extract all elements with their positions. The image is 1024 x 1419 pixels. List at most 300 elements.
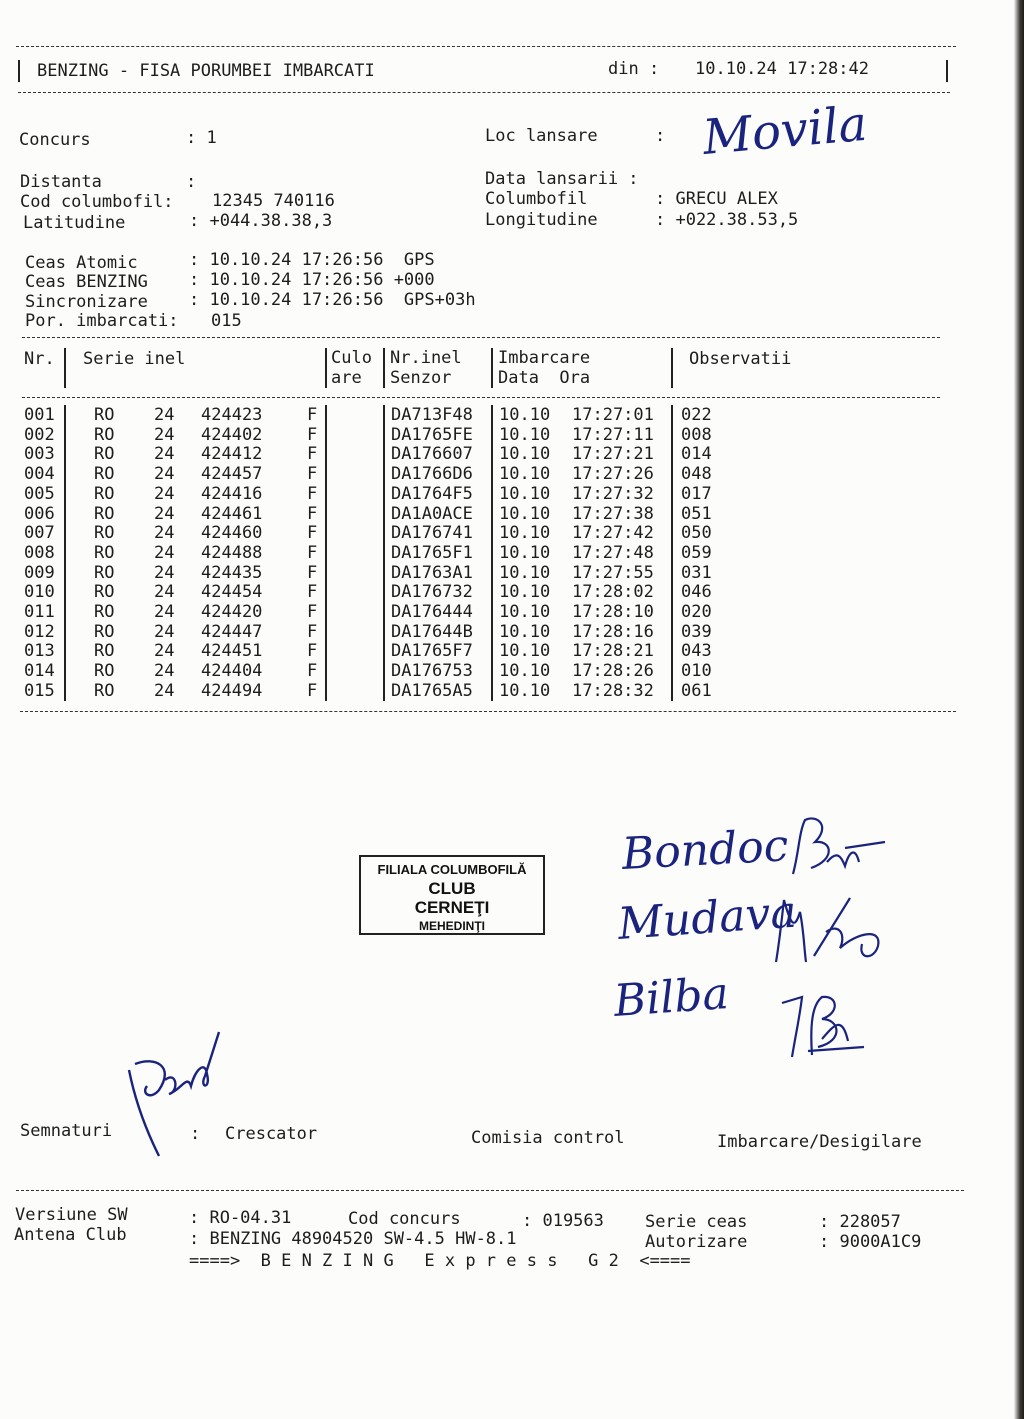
longitudine-label: Longitudine [485,210,598,230]
row-separator [491,464,493,484]
cell-tara: RO [94,424,115,445]
row-separator [383,484,385,504]
din-value: 10.10.24 17:28:42 [695,59,869,79]
row-separator [671,504,673,524]
cell-nr: 007 [24,523,55,544]
cell-ora: 17:28:32 [572,680,654,701]
cell-obs: 039 [681,621,712,642]
cell-sex: F [307,582,318,603]
stamp-line-1: FILIALA COLUMBOFILĂ [377,862,527,877]
cell-data: 10.10 [499,464,551,485]
col-imbarcare-header-2: Data Ora [498,368,591,388]
cell-data: 10.10 [499,444,551,465]
row-separator [491,444,493,464]
row-separator [325,464,327,484]
cell-sex: F [307,503,318,524]
sincronizare-label: Sincronizare [25,292,148,312]
table-row [0,582,960,602]
versiune-sw-value: : RO-04.31 [189,1208,292,1228]
row-separator [64,641,66,661]
concurs-value: : 1 [186,128,217,148]
data-lansarii-label: Data lansarii : [485,169,639,189]
divider-table-header [22,397,940,398]
table-row [0,602,960,622]
cell-an: 24 [154,621,175,642]
ceas-benzing-label: Ceas BENZING [25,272,148,292]
table-row [0,484,960,504]
header-left-bar [18,60,20,82]
cell-senzor: DA1764F5 [391,483,473,504]
cell-senzor: DA176753 [391,661,473,682]
cell-senzor: DA176444 [391,602,473,622]
row-separator [671,444,673,464]
distanta-label: Distanta [20,172,102,192]
crescator-signature [115,1030,235,1160]
row-separator [671,523,673,543]
cell-senzor: DA1765F7 [391,641,473,662]
cell-sex: F [307,542,318,563]
cell-senzor: DA1765F1 [391,542,473,563]
row-separator [383,444,385,464]
cell-an: 24 [154,424,175,445]
cell-an: 24 [154,523,175,544]
row-separator [383,425,385,445]
cell-sex: F [307,483,318,504]
cell-inel: 424420 [201,602,263,622]
antena-club-label: Antena Club [14,1225,127,1245]
row-separator [64,444,66,464]
row-separator [383,543,385,563]
cell-tara: RO [94,680,115,701]
serie-ceas-label: Serie ceas [645,1212,748,1232]
row-separator [383,602,385,622]
cell-tara: RO [94,602,115,622]
row-separator [671,563,673,583]
row-separator [491,425,493,445]
cell-nr: 009 [24,562,55,583]
row-separator [383,405,385,425]
col-sep-5 [671,348,673,388]
handwritten-signature-2 [770,892,900,972]
table-row [0,661,960,681]
col-nrinel-header-1: Nr.inel [390,348,462,368]
col-culoare-header-1: Culo [331,348,372,368]
row-separator [325,681,327,701]
row-separator [671,543,673,563]
ceas-atomic-label: Ceas Atomic [25,253,138,273]
cell-inel: 424416 [201,483,263,504]
cell-tara: RO [94,542,115,563]
table-row [0,543,960,563]
row-separator [383,681,385,701]
row-separator [671,582,673,602]
cell-data: 10.10 [499,680,551,701]
row-separator [64,425,66,445]
cell-tara: RO [94,444,115,465]
table-row [0,681,960,701]
cell-nr: 006 [24,503,55,524]
row-separator [671,681,673,701]
header-right-bar [946,60,948,82]
cell-sex: F [307,661,318,682]
cell-nr: 013 [24,641,55,662]
table-row [0,504,960,524]
cell-ora: 17:28:16 [572,621,654,642]
row-separator [64,484,66,504]
table-row [0,444,960,464]
cell-tara: RO [94,641,115,662]
cell-obs: 014 [681,444,712,465]
cell-sex: F [307,424,318,445]
cell-data: 10.10 [499,405,551,425]
col-culoare-header-2: are [331,368,362,388]
cell-data: 10.10 [499,602,551,622]
cell-senzor: DA1A0ACE [391,503,473,524]
cell-nr: 012 [24,621,55,642]
sincronizare-value: : 10.10.24 17:26:56 GPS+03h [189,290,476,310]
row-separator [671,661,673,681]
cell-tara: RO [94,503,115,524]
cell-senzor: DA176741 [391,523,473,544]
row-separator [325,563,327,583]
cell-data: 10.10 [499,424,551,445]
cell-tara: RO [94,523,115,544]
cell-nr: 011 [24,602,55,622]
handwritten-signature-3 [778,985,878,1075]
cell-obs: 059 [681,542,712,563]
row-separator [325,641,327,661]
row-separator [671,405,673,425]
cod-concurs-label: Cod concurs [348,1209,461,1229]
benzing-banner: ====> B E N Z I N G E x p r e s s G 2 <==== [189,1251,691,1271]
por-imbarcati-value: 015 [211,311,242,331]
col-nrinel-header-2: Senzor [390,368,452,388]
cell-data: 10.10 [499,542,551,563]
cell-ora: 17:28:26 [572,661,654,682]
cell-sex: F [307,464,318,485]
ceas-benzing-value: : 10.10.24 17:26:56 +000 [189,270,435,290]
cell-data: 10.10 [499,582,551,603]
cell-inel: 424488 [201,542,263,563]
row-separator [491,602,493,622]
cell-obs: 031 [681,562,712,583]
cell-senzor: DA176607 [391,444,473,465]
cell-obs: 043 [681,641,712,662]
comisia-control-label: Comisia control [471,1128,625,1148]
cell-nr: 014 [24,661,55,682]
cell-senzor: DA713F48 [391,405,473,425]
cell-ora: 17:27:32 [572,483,654,504]
cell-tara: RO [94,405,115,425]
row-separator [325,523,327,543]
row-separator [671,425,673,445]
row-separator [325,504,327,524]
cell-an: 24 [154,405,175,425]
loc-lansare-handwritten: Movila [700,95,870,166]
loc-lansare-label: Loc lansare [485,126,598,146]
table-row [0,425,960,445]
cell-senzor: DA1765FE [391,424,473,445]
cell-ora: 17:28:10 [572,602,654,622]
row-separator [64,602,66,622]
cell-data: 10.10 [499,503,551,524]
cell-sex: F [307,602,318,622]
cell-nr: 010 [24,582,55,603]
row-separator [64,504,66,524]
concurs-label: Concurs [19,130,91,150]
handwritten-name-3: Bilba [612,968,731,1027]
longitudine-value: : +022.38.53,5 [655,210,799,230]
divider-top [16,46,956,47]
row-separator [491,622,493,642]
row-separator [491,661,493,681]
cell-sex: F [307,562,318,583]
row-separator [325,425,327,445]
row-separator [383,464,385,484]
cell-obs: 017 [681,483,712,504]
cell-inel: 424412 [201,444,263,465]
row-separator [491,681,493,701]
cell-an: 24 [154,641,175,662]
cell-tara: RO [94,562,115,583]
row-separator [64,622,66,642]
cell-sex: F [307,523,318,544]
divider-header [18,92,950,93]
row-separator [491,504,493,524]
cell-an: 24 [154,464,175,485]
row-separator [383,563,385,583]
semnaturi-sep: : [190,1124,201,1144]
cod-columbofil-value: 12345 740116 [212,191,335,211]
cell-nr: 001 [24,405,55,425]
handwritten-signature-1 [785,812,895,892]
cell-obs: 010 [681,661,712,682]
row-separator [325,661,327,681]
col-serie-header: Serie inel [83,349,186,369]
row-separator [64,563,66,583]
cell-obs: 046 [681,582,712,603]
row-separator [491,563,493,583]
cell-an: 24 [154,444,175,465]
row-separator [64,582,66,602]
cell-inel: 424461 [201,503,263,524]
row-separator [64,464,66,484]
cell-senzor: DA1763A1 [391,562,473,583]
row-separator [64,405,66,425]
cell-data: 10.10 [499,661,551,682]
cell-an: 24 [154,542,175,563]
cell-an: 24 [154,582,175,603]
cell-ora: 17:27:48 [572,542,654,563]
cell-ora: 17:28:02 [572,582,654,603]
cell-obs: 022 [681,405,712,425]
row-separator [383,641,385,661]
cell-tara: RO [94,483,115,504]
cell-inel: 424494 [201,680,263,701]
crescator-label: Crescator [225,1124,318,1144]
cell-inel: 424460 [201,523,263,544]
cell-sex: F [307,444,318,465]
cell-ora: 17:27:01 [572,405,654,425]
cell-inel: 424451 [201,641,263,662]
row-separator [383,622,385,642]
por-imbarcati-label: Por. imbarcati: [25,311,179,331]
autorizare-label: Autorizare [645,1232,748,1252]
divider-table-bottom [20,711,956,712]
table-row [0,622,960,642]
columbofil-value: : GRECU ALEX [655,189,778,209]
cell-data: 10.10 [499,523,551,544]
cell-obs: 048 [681,464,712,485]
row-separator [671,622,673,642]
cell-obs: 020 [681,602,712,622]
cell-ora: 17:27:38 [572,503,654,524]
cell-ora: 17:27:55 [572,562,654,583]
serie-ceas-value: : 228057 [819,1212,901,1232]
col-sep-3 [383,348,385,388]
cell-ora: 17:27:26 [572,464,654,485]
cell-nr: 008 [24,542,55,563]
cell-inel: 424435 [201,562,263,583]
row-separator [325,622,327,642]
handwritten-name-1: Bondoc [620,820,790,880]
antena-club-value: : BENZING 48904520 SW-4.5 HW-8.1 [189,1229,517,1249]
cell-senzor: DA1765A5 [391,680,473,701]
cell-data: 10.10 [499,562,551,583]
row-separator [64,523,66,543]
cell-nr: 003 [24,444,55,465]
cell-sex: F [307,621,318,642]
imbarcare-desigilare-label: Imbarcare/Desigilare [717,1132,922,1152]
cell-inel: 424454 [201,582,263,603]
col-sep-2 [325,348,327,388]
cell-ora: 17:27:21 [572,444,654,465]
cell-an: 24 [154,661,175,682]
versiune-sw-label: Versiune SW [15,1205,128,1225]
cell-inel: 424404 [201,661,263,682]
row-separator [491,543,493,563]
divider-footer [16,1190,964,1191]
ceas-atomic-value: : 10.10.24 17:26:56 GPS [189,250,435,270]
cell-inel: 424402 [201,424,263,445]
loc-lansare-sep: : [655,126,666,146]
cell-an: 24 [154,602,175,622]
semnaturi-label: Semnaturi [20,1121,113,1141]
col-nr-header: Nr. [24,349,55,369]
cell-sex: F [307,641,318,662]
autorizare-value: : 9000A1C9 [819,1232,922,1252]
cell-ora: 17:28:21 [572,641,654,662]
stamp-line-4: MEHEDINŢI [419,919,485,933]
row-separator [383,523,385,543]
cell-nr: 015 [24,680,55,701]
cod-concurs-value: : 019563 [522,1211,604,1231]
cell-an: 24 [154,503,175,524]
cell-obs: 008 [681,424,712,445]
cell-ora: 17:27:11 [572,424,654,445]
row-separator [383,504,385,524]
row-separator [491,582,493,602]
page-title: BENZING - FISA PORUMBEI IMBARCATI [37,61,375,81]
col-sep-4 [491,348,493,388]
cell-senzor: DA176732 [391,582,473,603]
cell-inel: 424423 [201,405,263,425]
table-row [0,464,960,484]
row-separator [383,582,385,602]
col-sep-1 [64,348,66,388]
cell-inel: 424457 [201,464,263,485]
cell-data: 10.10 [499,621,551,642]
handwritten-name-2: Mudava [616,886,799,950]
cell-obs: 051 [681,503,712,524]
cell-tara: RO [94,621,115,642]
cell-data: 10.10 [499,483,551,504]
row-separator [325,444,327,464]
cell-an: 24 [154,483,175,504]
cell-senzor: DA17644B [391,621,473,642]
row-separator [491,523,493,543]
row-separator [64,543,66,563]
latitudine-label: Latitudine [23,213,126,233]
cell-sex: F [307,405,318,425]
cell-ora: 17:27:42 [572,523,654,544]
cell-obs: 050 [681,523,712,544]
row-separator [325,543,327,563]
row-separator [64,661,66,681]
col-imbarcare-header-1: Imbarcare [498,348,591,368]
paper-edge-shadow [1014,0,1024,1419]
row-separator [325,602,327,622]
col-observatii-header: Observatii [689,349,792,369]
row-separator [671,484,673,504]
row-separator [325,582,327,602]
cell-nr: 002 [24,424,55,445]
table-row [0,563,960,583]
stamp-line-2: CLUB [428,879,476,898]
cell-sex: F [307,680,318,701]
cell-senzor: DA1766D6 [391,464,473,485]
row-separator [671,464,673,484]
row-separator [491,484,493,504]
row-separator [671,602,673,622]
row-separator [491,405,493,425]
row-separator [325,405,327,425]
row-separator [671,641,673,661]
row-separator [383,661,385,681]
columbofil-label: Columbofil [485,189,588,209]
cell-an: 24 [154,562,175,583]
cell-nr: 004 [24,464,55,485]
cell-data: 10.10 [499,641,551,662]
latitudine-value: : +044.38.38,3 [189,211,333,231]
din-label: din : [608,59,660,79]
row-separator [491,641,493,661]
cell-nr: 005 [24,483,55,504]
row-separator [325,484,327,504]
club-stamp [359,855,545,935]
divider-table-top [22,337,940,338]
cell-tara: RO [94,464,115,485]
stamp-line-3: CERNEŢI [414,898,490,917]
table-row [0,641,960,661]
cod-columbofil-label: Cod columbofil: [20,192,174,212]
cell-obs: 061 [681,680,712,701]
table-row [0,523,960,543]
cell-tara: RO [94,661,115,682]
table-row [0,405,960,425]
distanta-value: : [186,172,197,192]
cell-inel: 424447 [201,621,263,642]
